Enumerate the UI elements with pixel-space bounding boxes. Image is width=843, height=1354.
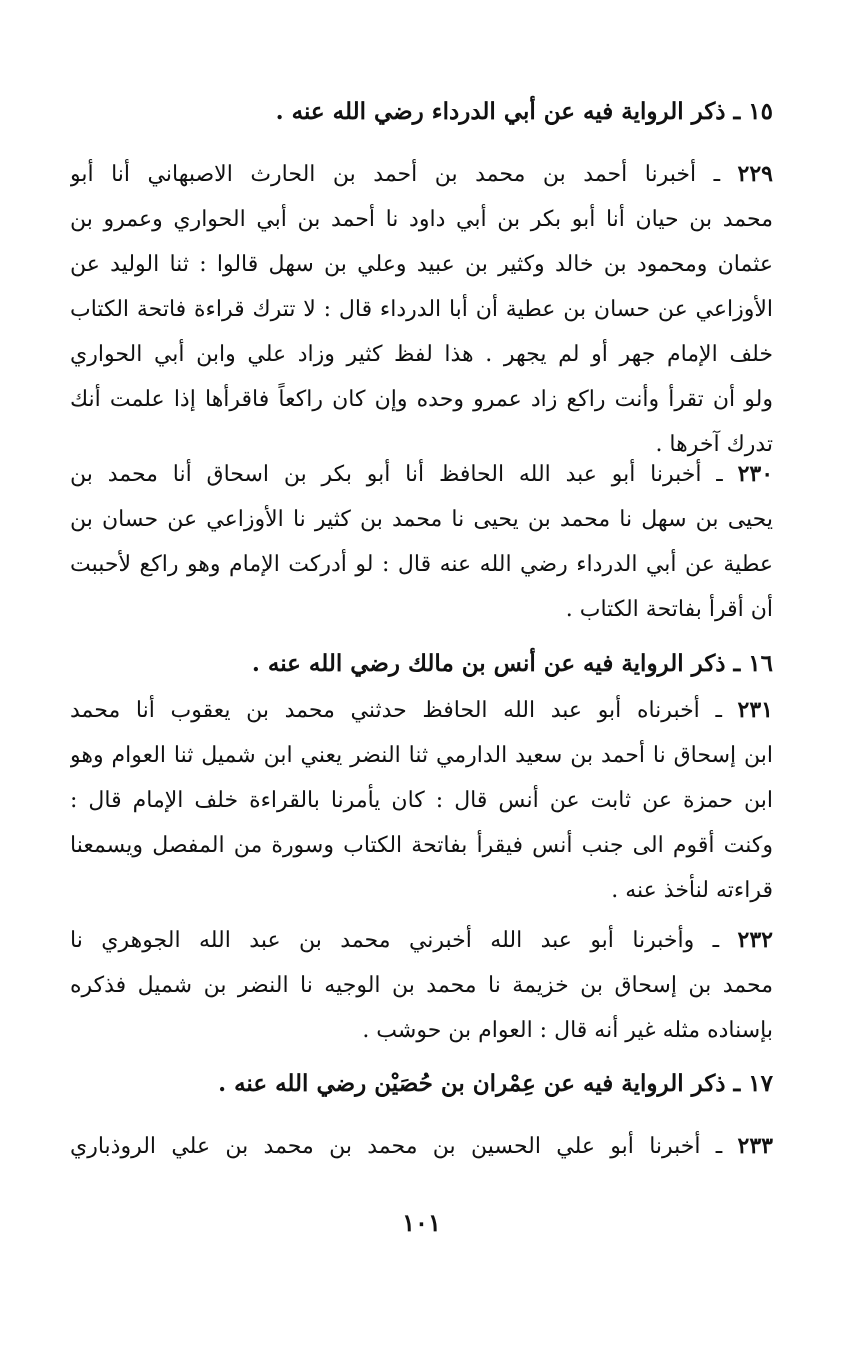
paragraph-line: وكنت أقوم الى جنب أنس فيقرأ بفاتحة الكتاب وسورة من المفصل ويسمعنا — [70, 833, 773, 858]
section-heading-15: ١٥ ـ ذكر الرواية فيه عن أبي الدرداء رضي الله عنه . — [275, 98, 773, 125]
paragraph-line: ٢٣١ ـ أخبرناه أبو عبد الله الحافظ حدثني محمد بن يعقوب أنا محمد — [70, 697, 773, 723]
hadith-number: ٢٣٣ — [737, 1133, 773, 1159]
paragraph-line: بإسناده مثله غير أنه قال : العوام بن حوشب . — [362, 1018, 773, 1043]
paragraph-line: عطية عن أبي الدرداء رضي الله عنه قال : لو أدركت الإمام وهو راكع لأحببت — [70, 552, 773, 577]
section-heading-16: ١٦ ـ ذكر الرواية فيه عن أنس بن مالك رضي الله عنه . — [251, 650, 773, 677]
paragraph-231 — [70, 688, 773, 913]
paragraph-229 — [70, 152, 773, 467]
paragraph-line: قراءته لنأخذ عنه . — [611, 878, 773, 903]
paragraph-line: ابن إسحاق نا أحمد بن سعيد الدارمي ثنا النضر يعني ابن شميل ثنا العوام وهو — [70, 743, 773, 768]
paragraph-line: محمد بن إسحاق بن خزيمة نا محمد بن الوجيه نا النضر بن شميل فذكره — [70, 973, 773, 998]
paragraph-line: ولو أن تقرأ وأنت راكع زاد عمرو وحده وإن كان راكعاً فاقرأها إذا علمت أنك — [70, 387, 773, 412]
paragraph-line: أن أقرأ بفاتحة الكتاب . — [565, 597, 773, 622]
hadith-number: ٢٢٩ — [737, 161, 773, 187]
paragraph-line: عثمان ومحمود بن خالد وكثير بن عبيد وعلي بن سهل قالوا : ثنا الوليد عن — [70, 252, 773, 277]
paragraph-line: محمد بن حيان أنا أبو بكر بن أبي داود نا أحمد بن أبي الحواري وعمرو بن — [70, 207, 773, 232]
paragraph-line: ٢٣٢ ـ وأخبرنا أبو عبد الله أخبرني محمد بن عبد الله الجوهري نا — [70, 927, 773, 953]
paragraph-230 — [70, 452, 773, 632]
paragraph-line: ٢٣٠ ـ أخبرنا أبو عبد الله الحافظ أنا أبو بكر بن اسحاق أنا محمد بن — [70, 461, 773, 487]
page-number: ١٠١ — [402, 1208, 441, 1237]
paragraph-line: خلف الإمام جهر أو لم يجهر . هذا لفظ كثير وزاد علي وابن أبي الحواري — [70, 342, 773, 367]
paragraph-line: يحيى بن سهل نا محمد بن يحيى نا محمد بن كثير نا الأوزاعي عن حسان بن — [70, 507, 773, 532]
paragraph-line: ابن حمزة عن ثابت عن أنس قال : كان يأمرنا بالقراءة خلف الإمام قال : — [70, 788, 773, 813]
paragraph-232 — [70, 918, 773, 1053]
paragraph-line: الأوزاعي عن حسان بن عطية أن أبا الدرداء قال : لا تترك قراءة فاتحة الكتاب — [70, 297, 773, 322]
paragraph-line: تدرك آخرها . — [655, 432, 773, 457]
section-heading-17: ١٧ ـ ذكر الرواية فيه عن عِمْران بن حُصَيْن رضي الله عنه . — [218, 1070, 773, 1097]
paragraph-line: ٢٣٣ ـ أخبرنا أبو علي الحسين بن محمد بن محمد بن علي الروذباري — [70, 1133, 773, 1159]
hadith-number: ٢٣٠ — [737, 461, 773, 487]
paragraph-line: ٢٢٩ ـ أخبرنا أحمد بن محمد بن أحمد بن الحارث الاصبهاني أنا أبو — [70, 161, 773, 187]
hadith-number: ٢٣١ — [737, 697, 773, 723]
hadith-number: ٢٣٢ — [737, 927, 773, 953]
paragraph-233 — [70, 1124, 773, 1169]
